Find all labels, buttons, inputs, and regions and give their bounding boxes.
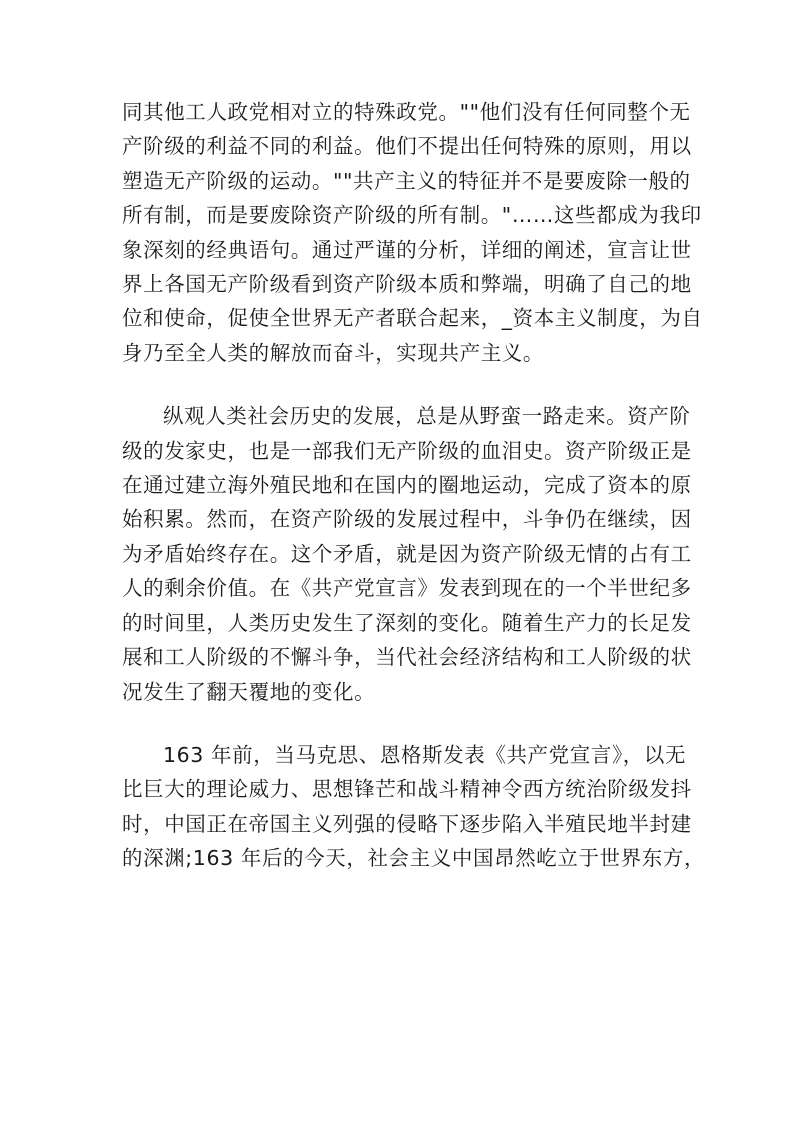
text-line: 为矛盾始终存在。这个矛盾，就是因为资产阶级无情的占有工 (122, 541, 692, 566)
text-line: 界上各国无产阶级看到资产阶级本质和弊端，明确了自己的地 (122, 272, 692, 297)
text-line: 纵观人类社会历史的发展，总是从野蛮一路走来。资产阶 (163, 404, 691, 429)
text-line: 象深刻的经典语句。通过严谨的分析，详细的阐述，宣言让世 (122, 237, 692, 262)
text-line: 的深渊;163 年后的今天，社会主义中国昂然屹立于世界东方， (122, 846, 706, 871)
text-line: 163 年前，当马克思、恩格斯发表《共产党宣言》，以无 (163, 742, 687, 767)
text-line: 始积累。然而，在资产阶级的发展过程中，斗争仍在继续，因 (122, 507, 692, 532)
text-line: 人的剩余价值。在《共产党宣言》发表到现在的一个半世纪多 (122, 576, 692, 601)
text-line: 身乃至全人类的解放而奋斗，实现共产主义。 (122, 340, 544, 365)
text-line: 级的发家史，也是一部我们无产阶级的血泪史。资产阶级正是 (122, 438, 692, 463)
paragraph-1 (122, 95, 703, 370)
text-line: 所有制，而是要废除资产阶级的所有制。"……这些都成为我印 (122, 203, 702, 228)
text-line: 产阶级的利益不同的利益。他们不提出任何特殊的原则，用以 (122, 134, 692, 159)
text-line: 在通过建立海外殖民地和在国内的圈地运动，完成了资本的原 (122, 473, 692, 498)
paragraph-2 (122, 399, 692, 709)
paragraph-3 (122, 738, 706, 876)
text-line: 比巨大的理论威力、思想锋芒和战斗精神令西方统治阶级发抖 (122, 777, 692, 802)
text-line: 展和工人阶级的不懈斗争，当代社会经济结构和工人阶级的状 (122, 645, 692, 670)
text-line: 位和使命，促使全世界无产者联合起来，_资本主义制度，为自 (122, 306, 703, 331)
text-line: 时，中国正在帝国主义列强的侵略下逐步陷入半殖民地半封建 (122, 811, 692, 836)
text-line: 况发生了翻天覆地的变化。 (122, 679, 376, 704)
document-page (122, 95, 706, 905)
text-line: 塑造无产阶级的运动。""共产主义的特征并不是要废除一般的 (122, 168, 691, 193)
text-line: 同其他工人政党相对立的特殊政党。""他们没有任何同整个无 (122, 100, 691, 124)
text-line: 的时间里，人类历史发生了深刻的变化。随着生产力的长足发 (122, 610, 692, 635)
